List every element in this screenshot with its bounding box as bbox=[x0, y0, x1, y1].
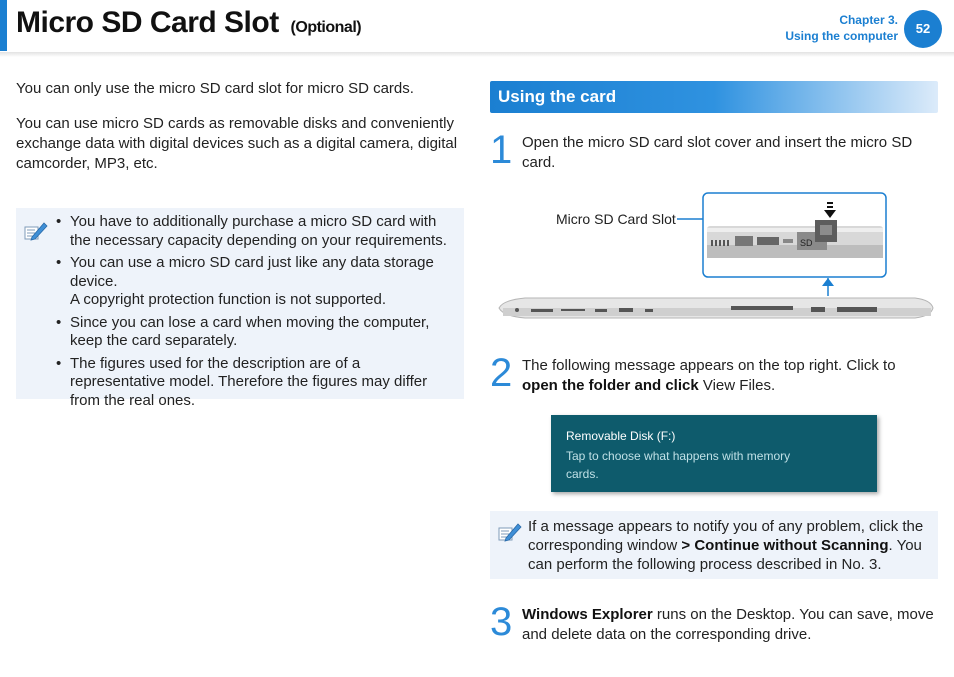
step-3-text bbox=[522, 605, 938, 645]
note-box bbox=[16, 208, 464, 409]
laptop-illustration bbox=[495, 190, 935, 325]
page-title bbox=[16, 6, 361, 40]
note-text-bold: > Continue without Scanning bbox=[681, 537, 889, 554]
step-2-text bbox=[522, 356, 932, 396]
page-title-text: Micro SD Card Slot bbox=[16, 6, 279, 39]
note-text-b: . You can perform the following process described in No. 3. bbox=[528, 537, 922, 573]
pencil-note-icon bbox=[22, 218, 48, 244]
section-header-bar bbox=[490, 81, 938, 113]
step-2-note-text bbox=[528, 517, 930, 574]
note-item bbox=[56, 254, 456, 310]
page-number-badge: 52 bbox=[904, 10, 942, 48]
note-item-text: The figures used for the description are of a representative model. Therefore the figures may differ from the real ones. bbox=[70, 354, 428, 409]
page-title-suffix: (Optional) bbox=[290, 19, 362, 36]
step-3-text-bold: Windows Explorer bbox=[522, 606, 653, 623]
note-item-text: Since you can lose a card when moving the computer, keep the card separately. bbox=[70, 313, 430, 349]
sd-slot-label: SD bbox=[800, 238, 813, 248]
header-accent-bar bbox=[0, 0, 7, 51]
note-text-a: If a message appears to notify you of any problem, click the corresponding window bbox=[528, 518, 924, 554]
callout-label: Micro SD Card Slot bbox=[556, 211, 676, 227]
step-2-text-b: View Files. bbox=[698, 377, 776, 394]
step-1-text: Open the micro SD card slot cover and insert the micro SD card. bbox=[522, 134, 913, 171]
note-bullet-list bbox=[56, 213, 456, 414]
step-number-1: 1 bbox=[490, 128, 513, 172]
note-item-text: You have to additionally purchase a micro SD card with the necessary capacity depending on your requirements. bbox=[70, 213, 447, 249]
step-number-2: 2 bbox=[490, 351, 513, 395]
page-header bbox=[0, 0, 954, 58]
note-item bbox=[56, 355, 456, 411]
intro-paragraph-2: You can use micro SD cards as removable disks and conveniently exchange data with digital devices such as a digital camera, digital camcorder, MP3, etc. bbox=[16, 115, 458, 172]
step-2-text-bold: open the folder and click bbox=[522, 377, 699, 394]
chapter-label bbox=[785, 12, 898, 44]
notification-title: Removable Disk (F:) bbox=[566, 429, 676, 443]
section-title: Using the card bbox=[498, 87, 617, 106]
pencil-note-icon bbox=[496, 519, 522, 545]
chapter-number: Chapter 3. bbox=[839, 13, 898, 27]
intro-paragraph-1: You can only use the micro SD card slot for micro SD cards. bbox=[16, 80, 414, 97]
note-item-text: You can use a micro SD card just like any data storage device. bbox=[70, 254, 434, 290]
note-item bbox=[56, 213, 456, 250]
step-2-text-a: The following message appears on the top right. Click to bbox=[522, 357, 896, 374]
removable-disk-notification[interactable] bbox=[551, 415, 877, 492]
notification-text: Tap to choose what happens with memory cards. bbox=[566, 449, 791, 481]
step-2-note-box bbox=[490, 511, 938, 579]
step-3-text-rest: runs on the Desktop. You can save, move and delete data on the corresponding drive. bbox=[522, 606, 934, 643]
step-number-3: 3 bbox=[490, 600, 513, 644]
header-divider bbox=[0, 52, 954, 57]
note-item bbox=[56, 314, 456, 351]
chapter-subtitle: Using the computer bbox=[785, 29, 898, 43]
note-item-text: A copyright protection function is not supported. bbox=[70, 291, 387, 308]
